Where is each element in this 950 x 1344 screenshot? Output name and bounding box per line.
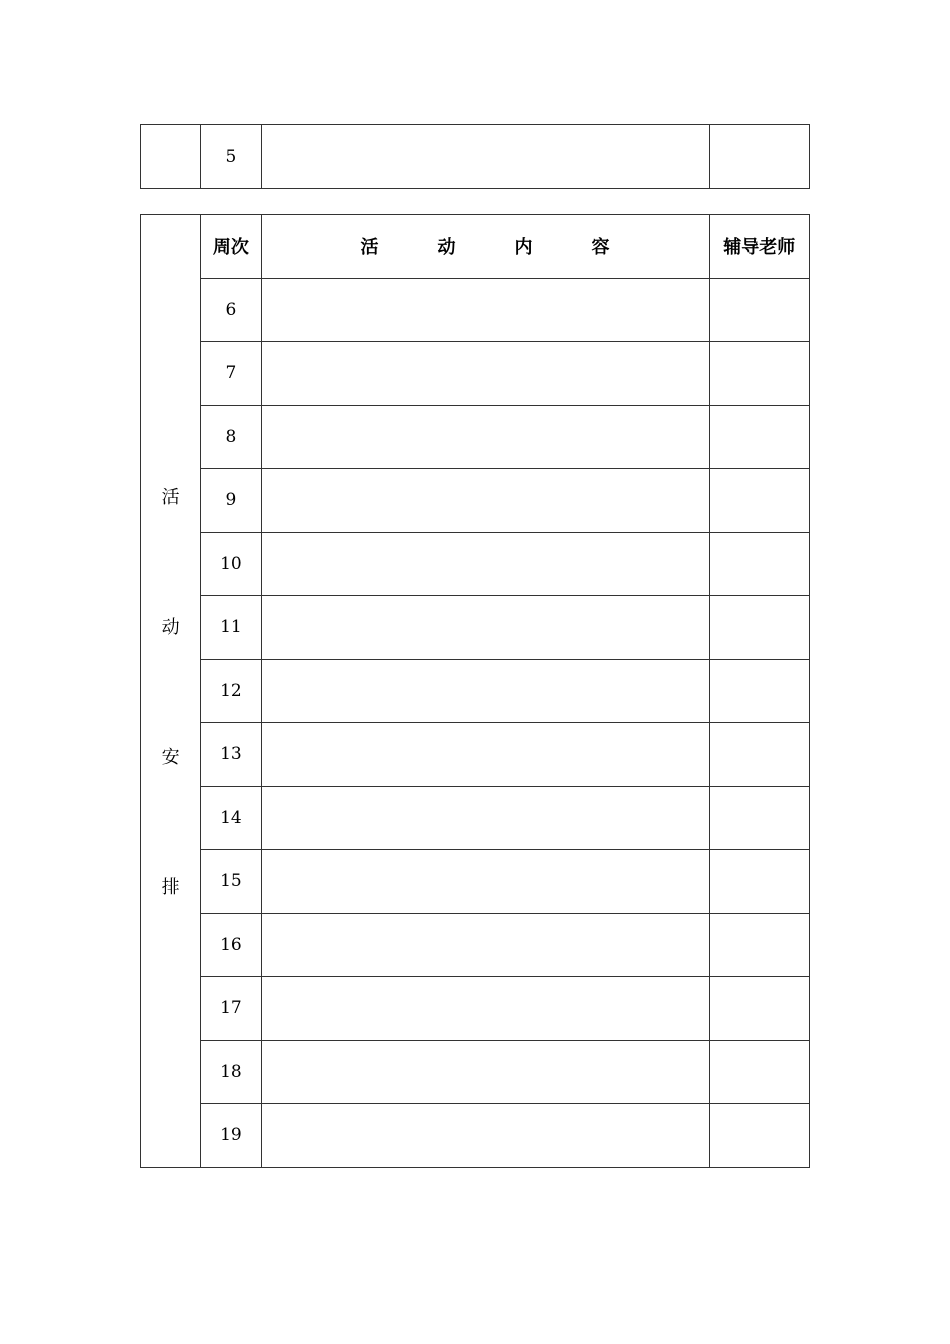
teacher-cell[interactable]: [709, 532, 809, 596]
teacher-cell[interactable]: [709, 469, 809, 533]
previous-week-table: [140, 124, 810, 189]
table-row: [141, 469, 810, 533]
content-header-char: 活: [360, 237, 379, 259]
side-cell: [141, 125, 201, 189]
teacher-cell[interactable]: [709, 723, 809, 787]
side-label-cell: [141, 215, 201, 1168]
table-row: [141, 659, 810, 723]
teacher-cell[interactable]: [709, 596, 809, 660]
table-row: [141, 532, 810, 596]
week-column-header: 周次: [201, 215, 261, 279]
table-row: [141, 913, 810, 977]
week-number-cell: 19: [201, 1104, 261, 1168]
teacher-cell[interactable]: [709, 1104, 809, 1168]
activity-arrangement-label: [141, 483, 200, 899]
table-row: [141, 342, 810, 406]
activity-content-cell[interactable]: [261, 1040, 709, 1104]
activity-schedule-table: [140, 214, 810, 1168]
table-row: [141, 977, 810, 1041]
table-row: [141, 125, 810, 189]
teacher-cell[interactable]: [709, 977, 809, 1041]
teacher-cell[interactable]: [709, 1040, 809, 1104]
week-number-cell: 18: [201, 1040, 261, 1104]
activity-content-cell[interactable]: [261, 469, 709, 533]
content-column-header: [261, 215, 709, 279]
activity-content-cell[interactable]: [261, 342, 709, 406]
teacher-cell[interactable]: [709, 786, 809, 850]
week-number-cell: 10: [201, 532, 261, 596]
teacher-cell[interactable]: [709, 278, 809, 342]
table-row: [141, 1104, 810, 1168]
activity-content-cell[interactable]: [261, 977, 709, 1041]
activity-content-cell[interactable]: [261, 659, 709, 723]
week-number-cell: 11: [201, 596, 261, 660]
teacher-cell[interactable]: [709, 913, 809, 977]
activity-content-cell[interactable]: [261, 405, 709, 469]
table-header-row: [141, 215, 810, 279]
week-number-cell: 16: [201, 913, 261, 977]
teacher-cell[interactable]: [709, 125, 809, 189]
activity-content-cell[interactable]: [261, 913, 709, 977]
teacher-cell[interactable]: [709, 405, 809, 469]
table-row: [141, 596, 810, 660]
week-number-cell: 9: [201, 469, 261, 533]
teacher-column-header: 辅导老师: [709, 215, 809, 279]
week-number-cell: 12: [201, 659, 261, 723]
activity-content-cell[interactable]: [261, 850, 709, 914]
table-row: [141, 278, 810, 342]
side-label-char: 活: [161, 486, 180, 508]
week-number-cell: 17: [201, 977, 261, 1041]
week-number-cell: 15: [201, 850, 261, 914]
week-number-cell: 7: [201, 342, 261, 406]
content-header-char: 容: [591, 237, 610, 259]
content-header-char: 内: [514, 237, 533, 259]
teacher-cell[interactable]: [709, 342, 809, 406]
activity-content-cell[interactable]: [261, 278, 709, 342]
week-number-cell: 8: [201, 405, 261, 469]
table-row: [141, 405, 810, 469]
week-number-cell: 13: [201, 723, 261, 787]
activity-content-cell[interactable]: [261, 1104, 709, 1168]
side-label-char: 安: [161, 746, 180, 768]
activity-content-cell[interactable]: [261, 125, 709, 189]
activity-content-cell[interactable]: [261, 723, 709, 787]
activity-content-cell[interactable]: [261, 532, 709, 596]
table-row: [141, 1040, 810, 1104]
side-label-char: 动: [161, 616, 180, 638]
teacher-cell[interactable]: [709, 659, 809, 723]
table-row: [141, 786, 810, 850]
week-number-cell: 6: [201, 278, 261, 342]
teacher-cell[interactable]: [709, 850, 809, 914]
week-number-cell: 5: [201, 125, 261, 189]
table-row: [141, 723, 810, 787]
activity-content-cell[interactable]: [261, 786, 709, 850]
week-number-cell: 14: [201, 786, 261, 850]
table-row: [141, 850, 810, 914]
side-label-char: 排: [161, 876, 180, 898]
activity-content-cell[interactable]: [261, 596, 709, 660]
content-header-char: 动: [437, 237, 456, 259]
